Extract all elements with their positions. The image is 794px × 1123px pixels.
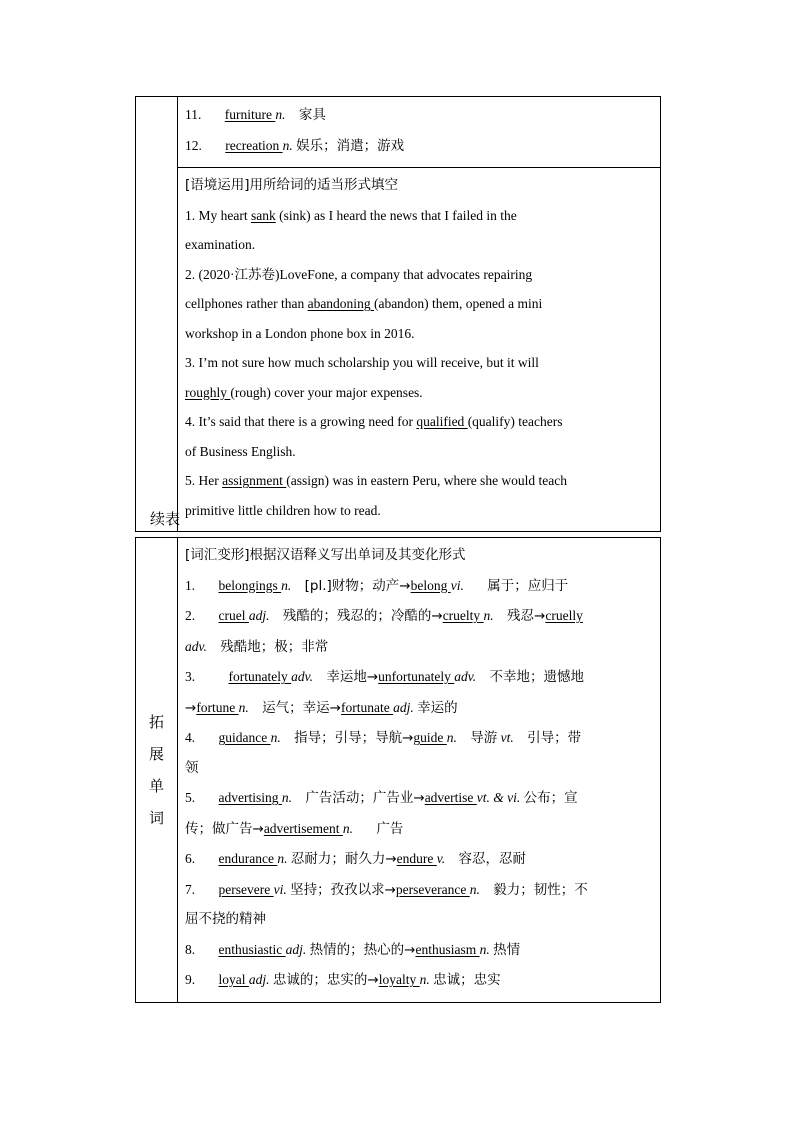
arrow-icon: → bbox=[329, 699, 341, 716]
entry-2-cont: adv. 残酷地；极；非常 bbox=[185, 638, 329, 655]
sentence-4-cont: of Business English. bbox=[185, 443, 296, 459]
answer-word: advertising bbox=[218, 790, 282, 805]
answer-word: belong bbox=[410, 577, 451, 593]
arrow-icon: → bbox=[413, 790, 425, 806]
answer-word: guide bbox=[413, 730, 447, 745]
sentence-3-cont: roughly (rough) cover your major expenses. bbox=[185, 384, 423, 400]
context-heading: [语境运用]用所给词的适当形式填空 bbox=[185, 177, 399, 193]
continued-label: 续表 bbox=[150, 510, 181, 528]
word-forms-heading: [词汇变形]根据汉语释义写出单词及其变化形式 bbox=[185, 547, 466, 563]
entry-7: 7. persevere vi. 坚持；孜孜以求→perseverance n. 毅力；韧性；不 bbox=[185, 881, 588, 898]
answer-word: enthusiasm bbox=[415, 941, 480, 957]
entry-8: 8. enthusiastic adj. 热情的；热心的→enthusiasm n. 热情 bbox=[185, 941, 521, 958]
sentence-1-cont: examination. bbox=[185, 237, 256, 252]
arrow-icon: → bbox=[185, 699, 197, 716]
answer-word: advertisement bbox=[263, 820, 343, 836]
answer-word: unfortunately bbox=[378, 669, 455, 684]
answer-word: advertise bbox=[424, 790, 477, 805]
answer-word: endurance bbox=[218, 851, 278, 866]
entry-5: 5. advertising n. 广告活动；广告业→advertise vt. & vi. 公布；宣 bbox=[185, 790, 578, 806]
answer-word: fortunate bbox=[340, 699, 394, 715]
side-label-cell bbox=[136, 538, 178, 1003]
arrow-icon: → bbox=[404, 941, 416, 958]
entry-3: 3. fortunately adv. 幸运地→unfortunately adv. 不幸地；遗憾地 bbox=[185, 669, 585, 685]
sentence-1: 1. My heart sank (sink) as I heard the news that I failed in the bbox=[185, 207, 517, 223]
vocab-table-top bbox=[135, 96, 661, 532]
arrow-icon: → bbox=[431, 608, 443, 624]
answer-word: roughly bbox=[185, 384, 231, 400]
sentence-2-cont2: workshop in a London phone box in 2016. bbox=[185, 325, 415, 341]
entry-6: 6. endurance n. 忍耐力；耐久力→endure v. 容忍，忍耐 bbox=[185, 851, 527, 867]
entry-4: 4. guidance n. 指导；引导；导航→guide n. 导游 vt. 引导；带 bbox=[185, 730, 582, 746]
entry-2: 2. cruel adj. 残酷的；残忍的；冷酷的→cruelty n. 残忍→cruelly bbox=[185, 608, 583, 624]
entry-7-cont: 屈不挠的精神 bbox=[185, 911, 266, 927]
arrow-icon: → bbox=[384, 881, 396, 898]
answer-word: assignment bbox=[222, 473, 287, 488]
answer-word: belongings bbox=[218, 577, 282, 593]
word-forms-cell bbox=[178, 538, 661, 1003]
answer-word: cruelly bbox=[545, 608, 583, 623]
vocab-items-cell bbox=[178, 97, 661, 168]
side-char: 词 bbox=[148, 808, 164, 827]
sentence-4: 4. It’s said that there is a growing need for qualified (qualify) teachers bbox=[185, 414, 563, 429]
side-label-cell-empty bbox=[136, 97, 181, 532]
answer-word: guidance bbox=[218, 730, 271, 745]
answer-word: loyal bbox=[218, 972, 249, 987]
entry-4-cont: 领 bbox=[185, 759, 199, 776]
entry-1: 1. belongings n. [pl.]财物；动产→belong vi. 属于；应归于 bbox=[185, 577, 569, 594]
answer-word: abandoning bbox=[307, 296, 374, 311]
sentence-2: 2. (2020·江苏卷)LoveFone, a company that advocates repairing bbox=[185, 266, 533, 282]
answer-word: enthusiastic bbox=[218, 941, 286, 957]
answer-word: qualified bbox=[416, 414, 468, 429]
side-char: 拓 bbox=[148, 712, 164, 731]
side-char: 展 bbox=[148, 744, 164, 763]
arrow-icon: → bbox=[402, 730, 414, 746]
answer-word: sank bbox=[250, 207, 276, 223]
answer-word: perseverance bbox=[395, 881, 470, 897]
arrow-icon: → bbox=[366, 669, 379, 685]
answer-word: loyalty bbox=[378, 972, 420, 987]
answer-word: recreation bbox=[225, 137, 283, 153]
context-exercise-cell bbox=[178, 168, 661, 532]
sentence-3: 3. I’m not sure how much scholarship you will receive, but it will bbox=[185, 355, 539, 370]
entry-9: 9. loyal adj. 忠诚的；忠实的→loyalty n. 忠诚；忠实 bbox=[185, 972, 501, 988]
vocab-item-12: 12. recreation n. 娱乐；消遣；游戏 bbox=[185, 137, 405, 154]
answer-word: fortune bbox=[196, 699, 239, 715]
arrow-icon: → bbox=[399, 577, 411, 594]
answer-word: fortunately bbox=[228, 669, 292, 684]
entry-5-cont: 传；做广告→advertisement n. 广告 bbox=[185, 820, 404, 837]
vocab-table-extended bbox=[135, 537, 661, 1003]
sentence-2-cont: cellphones rather than abandoning (abandon) them, opened a mini bbox=[185, 296, 543, 311]
side-char: 单 bbox=[148, 776, 164, 795]
vocab-item-11: 11. furniture n. 家具 bbox=[185, 107, 326, 123]
sentence-5: 5. Her assignment (assign) was in eastern Peru, where she would teach bbox=[185, 473, 568, 488]
sentence-5-cont: primitive little children how to read. bbox=[185, 502, 381, 518]
arrow-icon: → bbox=[252, 820, 264, 837]
arrow-icon: → bbox=[534, 608, 546, 624]
answer-word: furniture bbox=[224, 107, 276, 122]
answer-word: cruel bbox=[218, 608, 249, 623]
answer-word: endure bbox=[396, 851, 437, 866]
answer-word: persevere bbox=[218, 881, 274, 897]
arrow-icon: → bbox=[367, 972, 379, 988]
answer-word: cruelty bbox=[442, 608, 484, 623]
arrow-icon: → bbox=[385, 851, 397, 867]
entry-3-cont: →fortune n. 运气；幸运→fortunate adj. 幸运的 bbox=[185, 699, 458, 716]
